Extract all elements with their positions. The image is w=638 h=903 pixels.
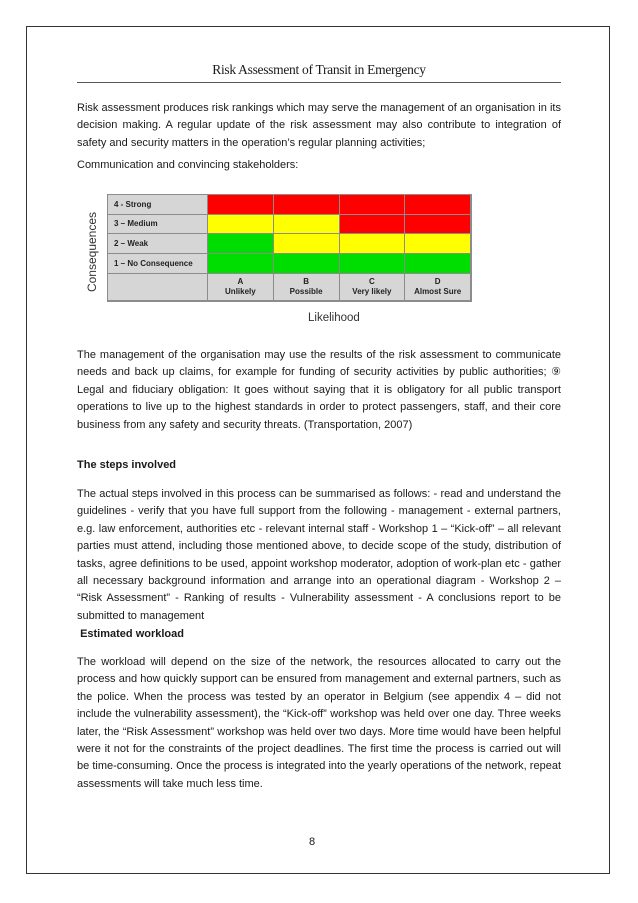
matrix-cell-yellow	[208, 215, 274, 235]
matrix-cell-green	[208, 254, 274, 274]
matrix-cell-green	[208, 234, 274, 254]
matrix-row-label: 2 – Weak	[108, 234, 208, 254]
matrix-column-label	[405, 274, 471, 301]
page-number: 8	[309, 836, 316, 848]
column-name: Possible	[289, 286, 323, 296]
matrix-cell-red	[274, 195, 340, 215]
intro-paragraph: Risk assessment produces risk rankings which may serve the management of an organisation in its decision making. A regular update of the risk assessment may also contribute to integration of safety and security matters in the operation’s regular planning activities;	[77, 102, 561, 149]
matrix-row-label: 4 - Strong	[108, 195, 208, 215]
y-axis-label: Consequences	[85, 211, 99, 293]
matrix-cell-red	[340, 215, 406, 235]
column-name: Almost Sure	[414, 286, 462, 296]
column-letter: B	[303, 276, 310, 286]
matrix-cell-green	[405, 254, 471, 274]
matrix-cell-red	[405, 215, 471, 235]
header-rule	[77, 82, 561, 83]
column-letter: C	[368, 276, 375, 286]
running-header: Risk Assessment of Transit in Emergency	[212, 62, 426, 77]
matrix-cell-yellow	[274, 234, 340, 254]
communication-line: Communication and convincing stakeholders:	[77, 159, 299, 171]
x-axis-label: Likelihood	[308, 312, 360, 324]
matrix-cell-green	[274, 254, 340, 274]
matrix-corner	[108, 274, 208, 301]
workload-paragraph: The workload will depend on the size of the network, the resources allocated to carry out the process and how quickly support can be ensured from management and external partners, such as the police. When the process was tested by an operator in Belgium (see appendix 4 – did not include the vulnerability assessment), the “Kick-off” workshop was held over one day. Three weeks later, the “Risk Assessment” workshop was held over two days. More time would have been helpful were it not for the constraints of the project deadlines. The first time the process is carried out will be time-consuming. Once the process is integrated into the yearly operations of the network, repeat assessments will take much less time.	[77, 656, 561, 790]
workload-heading: Estimated workload	[80, 628, 184, 640]
matrix-cell-red	[208, 195, 274, 215]
matrix-column-label	[274, 274, 340, 301]
matrix-row-label: 3 – Medium	[108, 215, 208, 235]
column-name: Unlikely	[225, 286, 256, 296]
management-paragraph: The management of the organisation may use the results of the risk assessment to communicate needs and back up claims, for example for funding of security activities by public authorities; ⑨ Legal and fiduciary obligation: It goes without saying that it is obligatory for all public transport operations to live up to the highest standards in order to protect passengers, staff, and their core business from any safety and security threats. (Transportation, 2007)	[77, 349, 561, 431]
matrix-row-label: 1 – No Consequence	[108, 254, 208, 274]
matrix-cell-red	[405, 195, 471, 215]
matrix-column-label	[208, 274, 274, 301]
matrix-column-label	[340, 274, 406, 301]
matrix-cell-yellow	[274, 215, 340, 235]
column-name: Very likely	[352, 286, 392, 296]
matrix-cell-yellow	[405, 234, 471, 254]
risk-matrix-chart	[86, 190, 486, 330]
matrix-cell-yellow	[340, 234, 406, 254]
column-letter: A	[237, 276, 244, 286]
steps-paragraph: The actual steps involved in this process can be summarised as follows: - read and understand the guidelines - verify that you have full support from the following - management - external partners, e.g. law enforcement, authorities etc - relevant internal staff - Workshop 1 – “Kick-off” – all relevant parties must attend, including those mentioned above, to decide scope of the study, distribution of tasks, agree definitions to be used, appoint workshop moderator, adoption of work-plan etc - gather all necessary background information and arrange into an operational diagram - Workshop 2 – “Risk Assessment” - Ranking of results - Vulnerability assessment - A conclusions report to be submitted to management	[77, 488, 561, 622]
matrix-cell-red	[340, 195, 406, 215]
steps-heading: The steps involved	[77, 459, 177, 471]
column-letter: D	[434, 276, 441, 286]
matrix-cell-green	[340, 254, 406, 274]
risk-matrix-grid	[107, 194, 472, 302]
